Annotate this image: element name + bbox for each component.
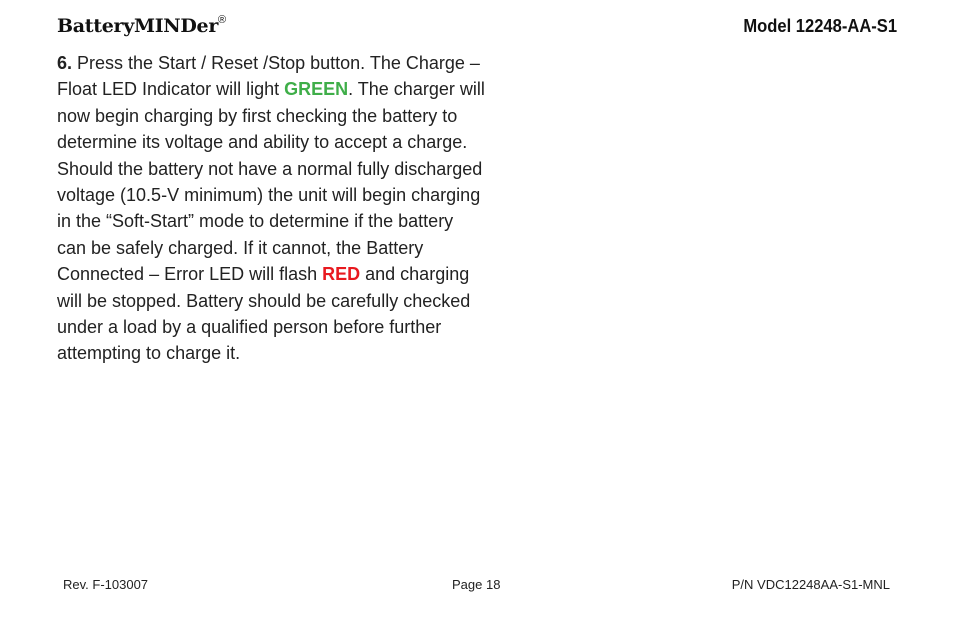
brand-logo (57, 15, 226, 37)
revision-label: Rev. F-103007 (63, 577, 149, 592)
red-highlight: RED (322, 264, 361, 285)
text-segment-1: Press the Start / Reset /Stop button. The Charge – Float LED Indicator will light (57, 53, 480, 100)
green-highlight: GREEN (284, 79, 349, 100)
step-number: 6. (57, 53, 73, 73)
model-number: Model 12248-AA-S1 (743, 16, 897, 36)
brand-name: BatteryMINDer (57, 15, 219, 37)
instruction-paragraph (57, 50, 487, 367)
page-number: Page 18 (452, 577, 501, 592)
text-segment-3: and charging will be stopped. Battery should be carefully checked under a load by a qualified person before further attempting to charge it. (57, 264, 471, 364)
registered-mark: ® (218, 13, 226, 26)
text-segment-2: . The charger will now begin charging by first checking the battery to determine its voltage and ability to accept a charge. Should the battery not have a normal fully discharged voltage (10.5-V minimum) the unit will begin charging in the “Soft-Start” mode to determine if the battery can be safely charged. If it cannot, the Battery Connected – Error LED will flash (57, 79, 485, 285)
part-number: P/N VDC12248AA-S1-MNL (731, 577, 890, 592)
